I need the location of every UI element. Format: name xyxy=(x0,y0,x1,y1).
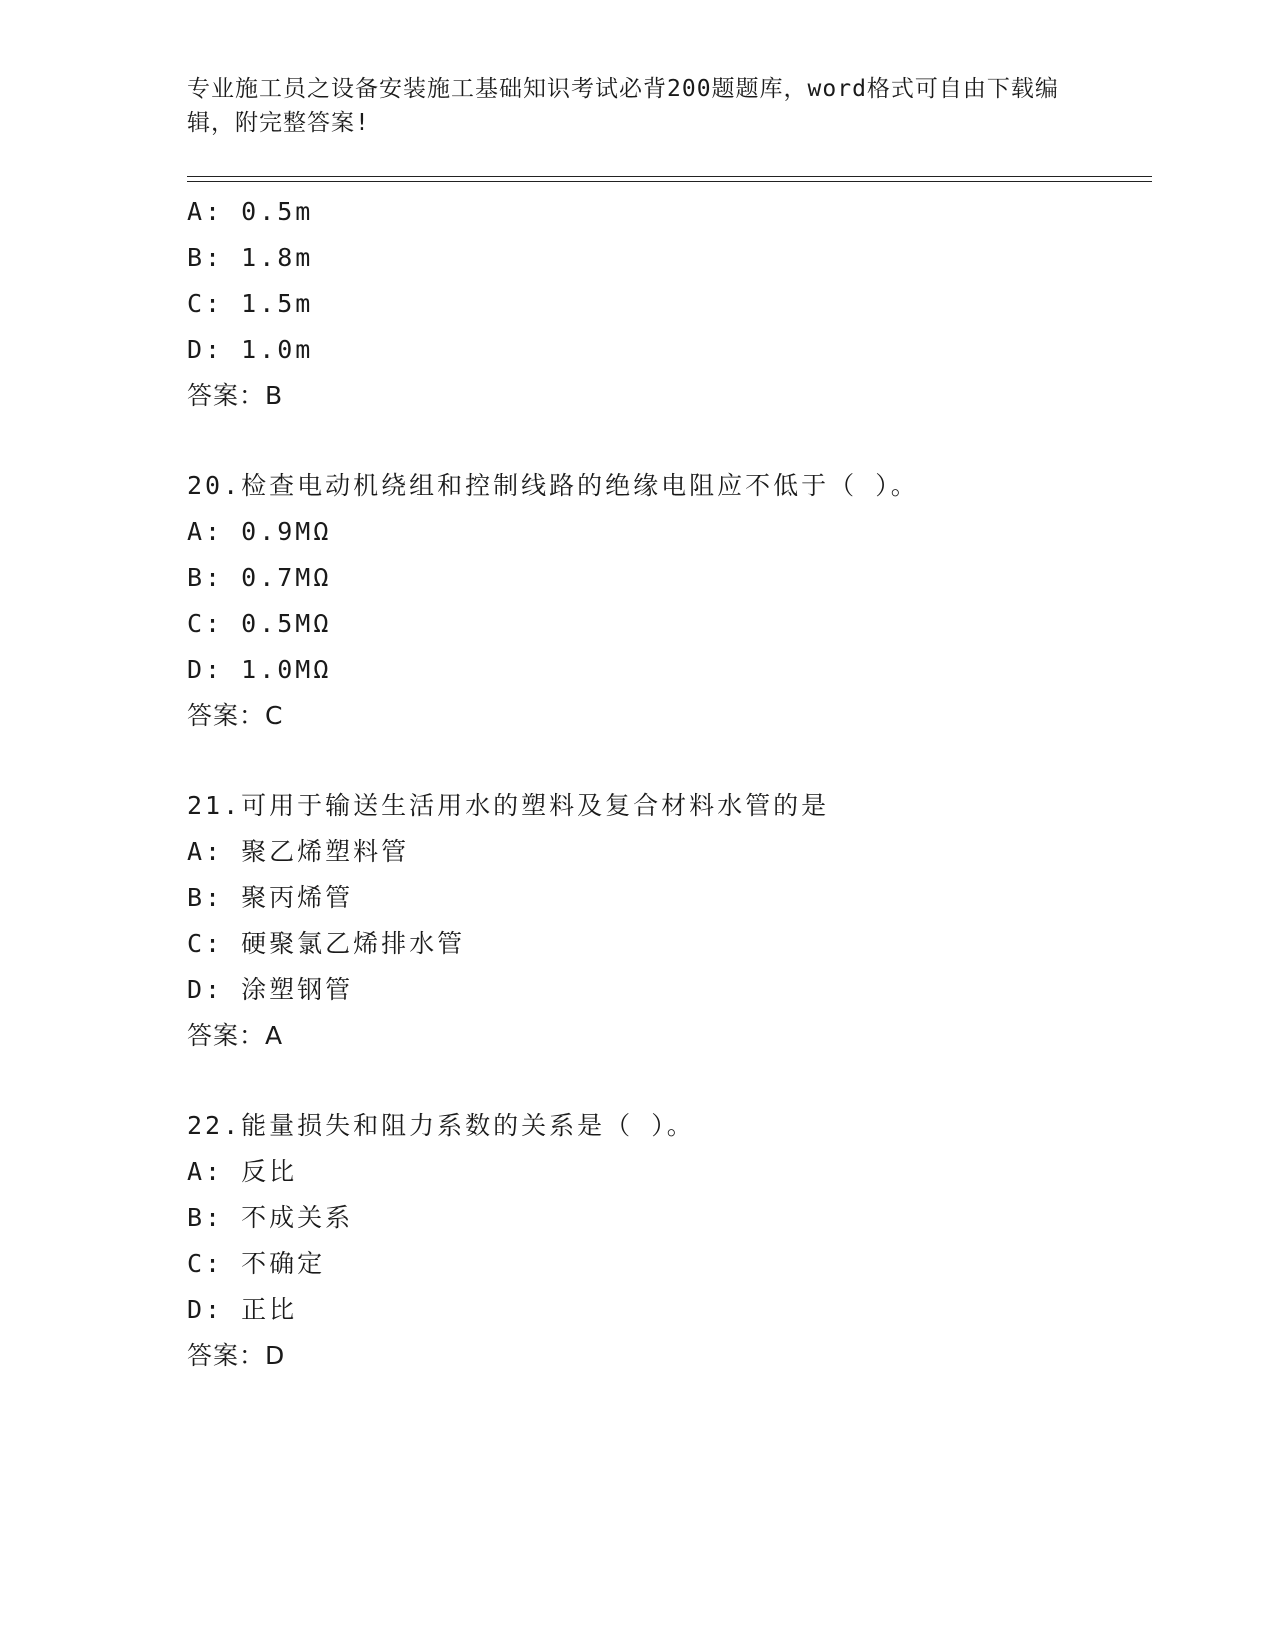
answer-line: 答案：A xyxy=(187,1021,284,1050)
header-divider xyxy=(187,176,1152,182)
option-a: A: 反比 xyxy=(187,1157,298,1186)
question-stem: 21.可用于输送生活用水的塑料及复合材料水管的是 xyxy=(187,791,830,820)
question-stem: 22.能量损失和阻力系数的关系是（ ）。 xyxy=(187,1111,695,1140)
option-b: B: 不成关系 xyxy=(187,1203,354,1232)
option-d: D: 正比 xyxy=(187,1295,298,1324)
answer-line: 答案：C xyxy=(187,701,284,730)
option-b: B: 0.7MΩ xyxy=(187,563,332,592)
question-block xyxy=(187,463,1152,739)
option-a: A: 0.9MΩ xyxy=(187,517,332,546)
option-d: D: 1.0MΩ xyxy=(187,655,332,684)
question-block xyxy=(187,189,1152,419)
option-c: C: 硬聚氯乙烯排水管 xyxy=(187,929,466,958)
document-header: 专业施工员之设备安装施工基础知识考试必背200题题库，word格式可自由下载编辑，附完整答案! xyxy=(187,76,1059,136)
option-a: A: 0.5m xyxy=(187,197,314,226)
option-a: A: 聚乙烯塑料管 xyxy=(187,837,410,866)
question-block xyxy=(187,1103,1152,1379)
option-c: C: 不确定 xyxy=(187,1249,326,1278)
option-b: B: 聚丙烯管 xyxy=(187,883,354,912)
option-d: D: 1.0m xyxy=(187,335,314,364)
option-c: C: 0.5MΩ xyxy=(187,609,332,638)
option-b: B: 1.8m xyxy=(187,243,314,272)
question-list xyxy=(187,189,1152,1379)
answer-line: 答案：B xyxy=(187,381,284,410)
option-c: C: 1.5m xyxy=(187,289,314,318)
answer-line: 答案：D xyxy=(187,1341,286,1370)
question-stem: 20.检查电动机绕组和控制线路的绝缘电阻应不低于（ ）。 xyxy=(187,471,919,500)
question-block xyxy=(187,783,1152,1059)
option-d: D: 涂塑钢管 xyxy=(187,975,354,1004)
